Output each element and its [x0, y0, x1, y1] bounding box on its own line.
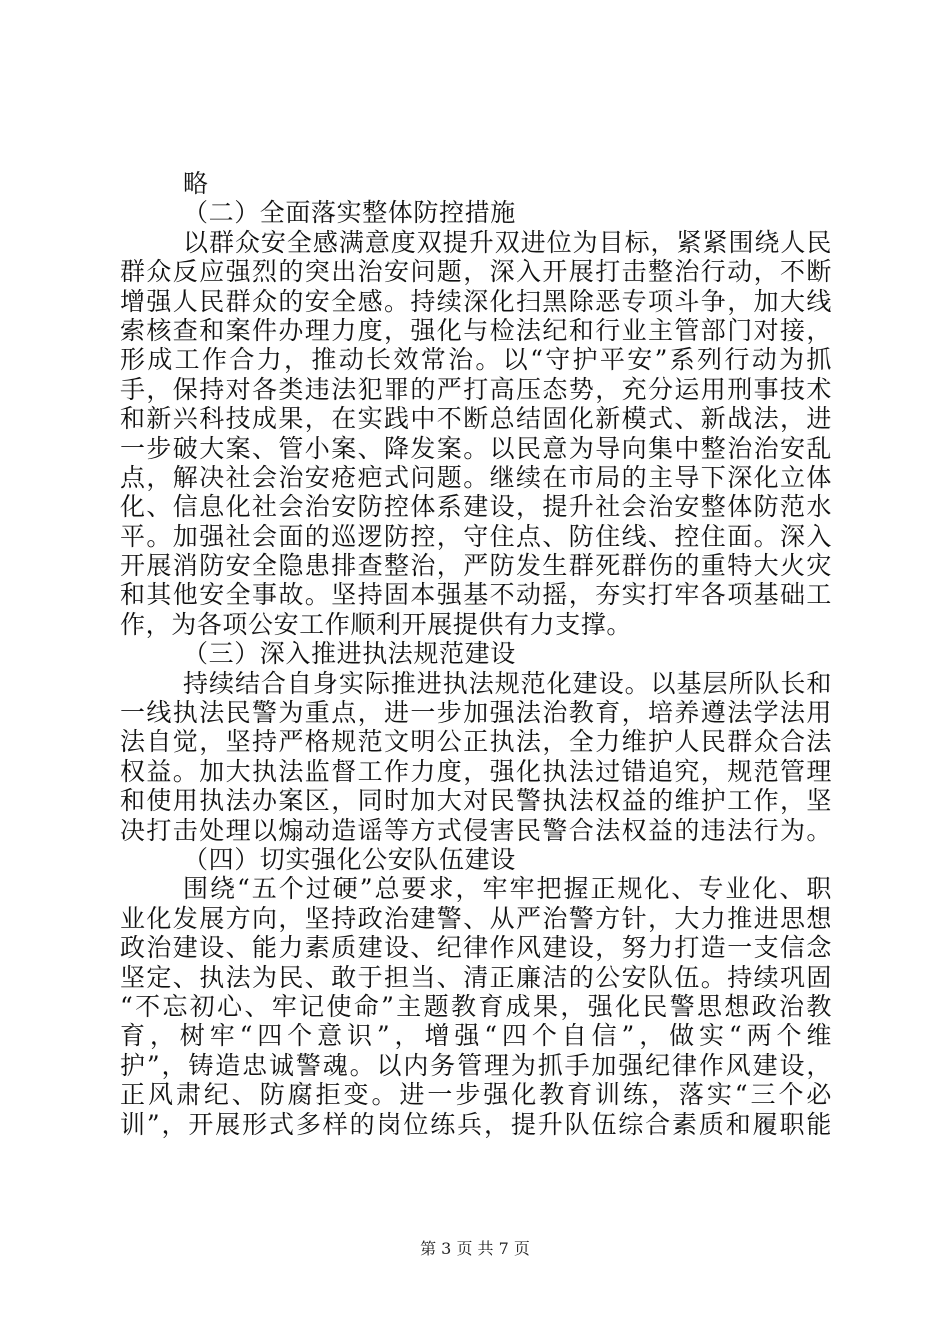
text-line: 业化发展方向，坚持政治建警、从严治警方针，大力推进思想: [120, 903, 832, 933]
text-line: 一步破大案、管小案、降发案。以民意为导向集中整治治安乱: [120, 433, 832, 463]
text-line: 一线执法民警为重点，进一步加强法治教育，培养遵法学法用: [120, 698, 832, 728]
text-line: 法自觉，坚持严格规范文明公正执法，全力维护人民群众合法: [120, 727, 832, 757]
section-heading: （三）深入推进执法规范建设: [183, 639, 516, 669]
text-line: 和使用执法办案区，同时加大对民警执法权益的维护工作，坚: [120, 786, 832, 816]
text-line: 略: [183, 169, 209, 198]
text-line: 权益。加大执法监督工作力度，强化执法过错追究，规范管理: [120, 756, 832, 786]
page-number-footer: 第 3 页 共 7 页: [420, 1239, 530, 1258]
text-line: 护”，铸造忠诚警魂。以内务管理为抓手加强纪律作风建设，: [120, 1050, 832, 1080]
text-line: 正风肃纪、防腐拒变。进一步强化教育训练，落实“三个必: [120, 1080, 832, 1110]
text-line: 和新兴科技成果，在实践中不断总结固化新模式、新战法，进: [120, 404, 832, 434]
text-line: 化、信息化社会治安防控体系建设，提升社会治安整体防范水: [120, 492, 832, 522]
text-line: 增强人民群众的安全感。持续深化扫黑除恶专项斗争，加大线: [120, 286, 832, 316]
text-line: 开展消防安全隐患排查整治，严防发生群死群伤的重特大火灾: [120, 551, 832, 581]
text-line: “不忘初心、牢记使命”主题教育成果，强化民警思想政治教: [120, 991, 832, 1021]
text-line: 群众反应强烈的突出治安问题，深入开展打击整治行动，不断: [120, 257, 832, 287]
text-line: 政治建设、能力素质建设、纪律作风建设，努力打造一支信念: [120, 933, 832, 963]
section-heading: （四）切实强化公安队伍建设: [183, 844, 516, 874]
text-line: 围绕“五个过硬”总要求，牢牢把握正规化、专业化、职: [183, 874, 832, 904]
document-body: [120, 169, 832, 1139]
text-line: 手，保持对各类违法犯罪的严打高压态势，充分运用刑事技术: [120, 374, 832, 404]
text-line: 作，为各项公安工作顺利开展提供有力支撑。: [120, 609, 633, 639]
text-line: 育，树牢“四个意识”，增强“四个自信”，做实“两个维: [120, 1021, 832, 1051]
text-line: 以群众安全感满意度双提升双进位为目标，紧紧围绕人民: [183, 227, 832, 257]
section-heading: （二）全面落实整体防控措施: [183, 198, 516, 228]
text-line: 索核查和案件办理力度，强化与检法纪和行业主管部门对接，: [120, 315, 832, 345]
text-line: 点，解决社会治安疮疤式问题。继续在市局的主导下深化立体: [120, 462, 832, 492]
text-line: 持续结合自身实际推进执法规范化建设。以基层所队长和: [183, 668, 832, 698]
text-line: 坚定、执法为民、敢于担当、清正廉洁的公安队伍。持续巩固: [120, 962, 832, 992]
text-line: 训”，开展形式多样的岗位练兵，提升队伍综合素质和履职能: [120, 1109, 832, 1139]
text-line: 形成工作合力，推动长效常治。以“守护平安”系列行动为抓: [120, 345, 832, 375]
text-line: 和其他安全事故。坚持固本强基不动摇，夯实打牢各项基础工: [120, 580, 832, 610]
text-line: 决打击处理以煽动造谣等方式侵害民警合法权益的违法行为。: [120, 815, 832, 845]
text-line: 平。加强社会面的巡逻防控，守住点、防住线、控住面。深入: [120, 521, 832, 551]
